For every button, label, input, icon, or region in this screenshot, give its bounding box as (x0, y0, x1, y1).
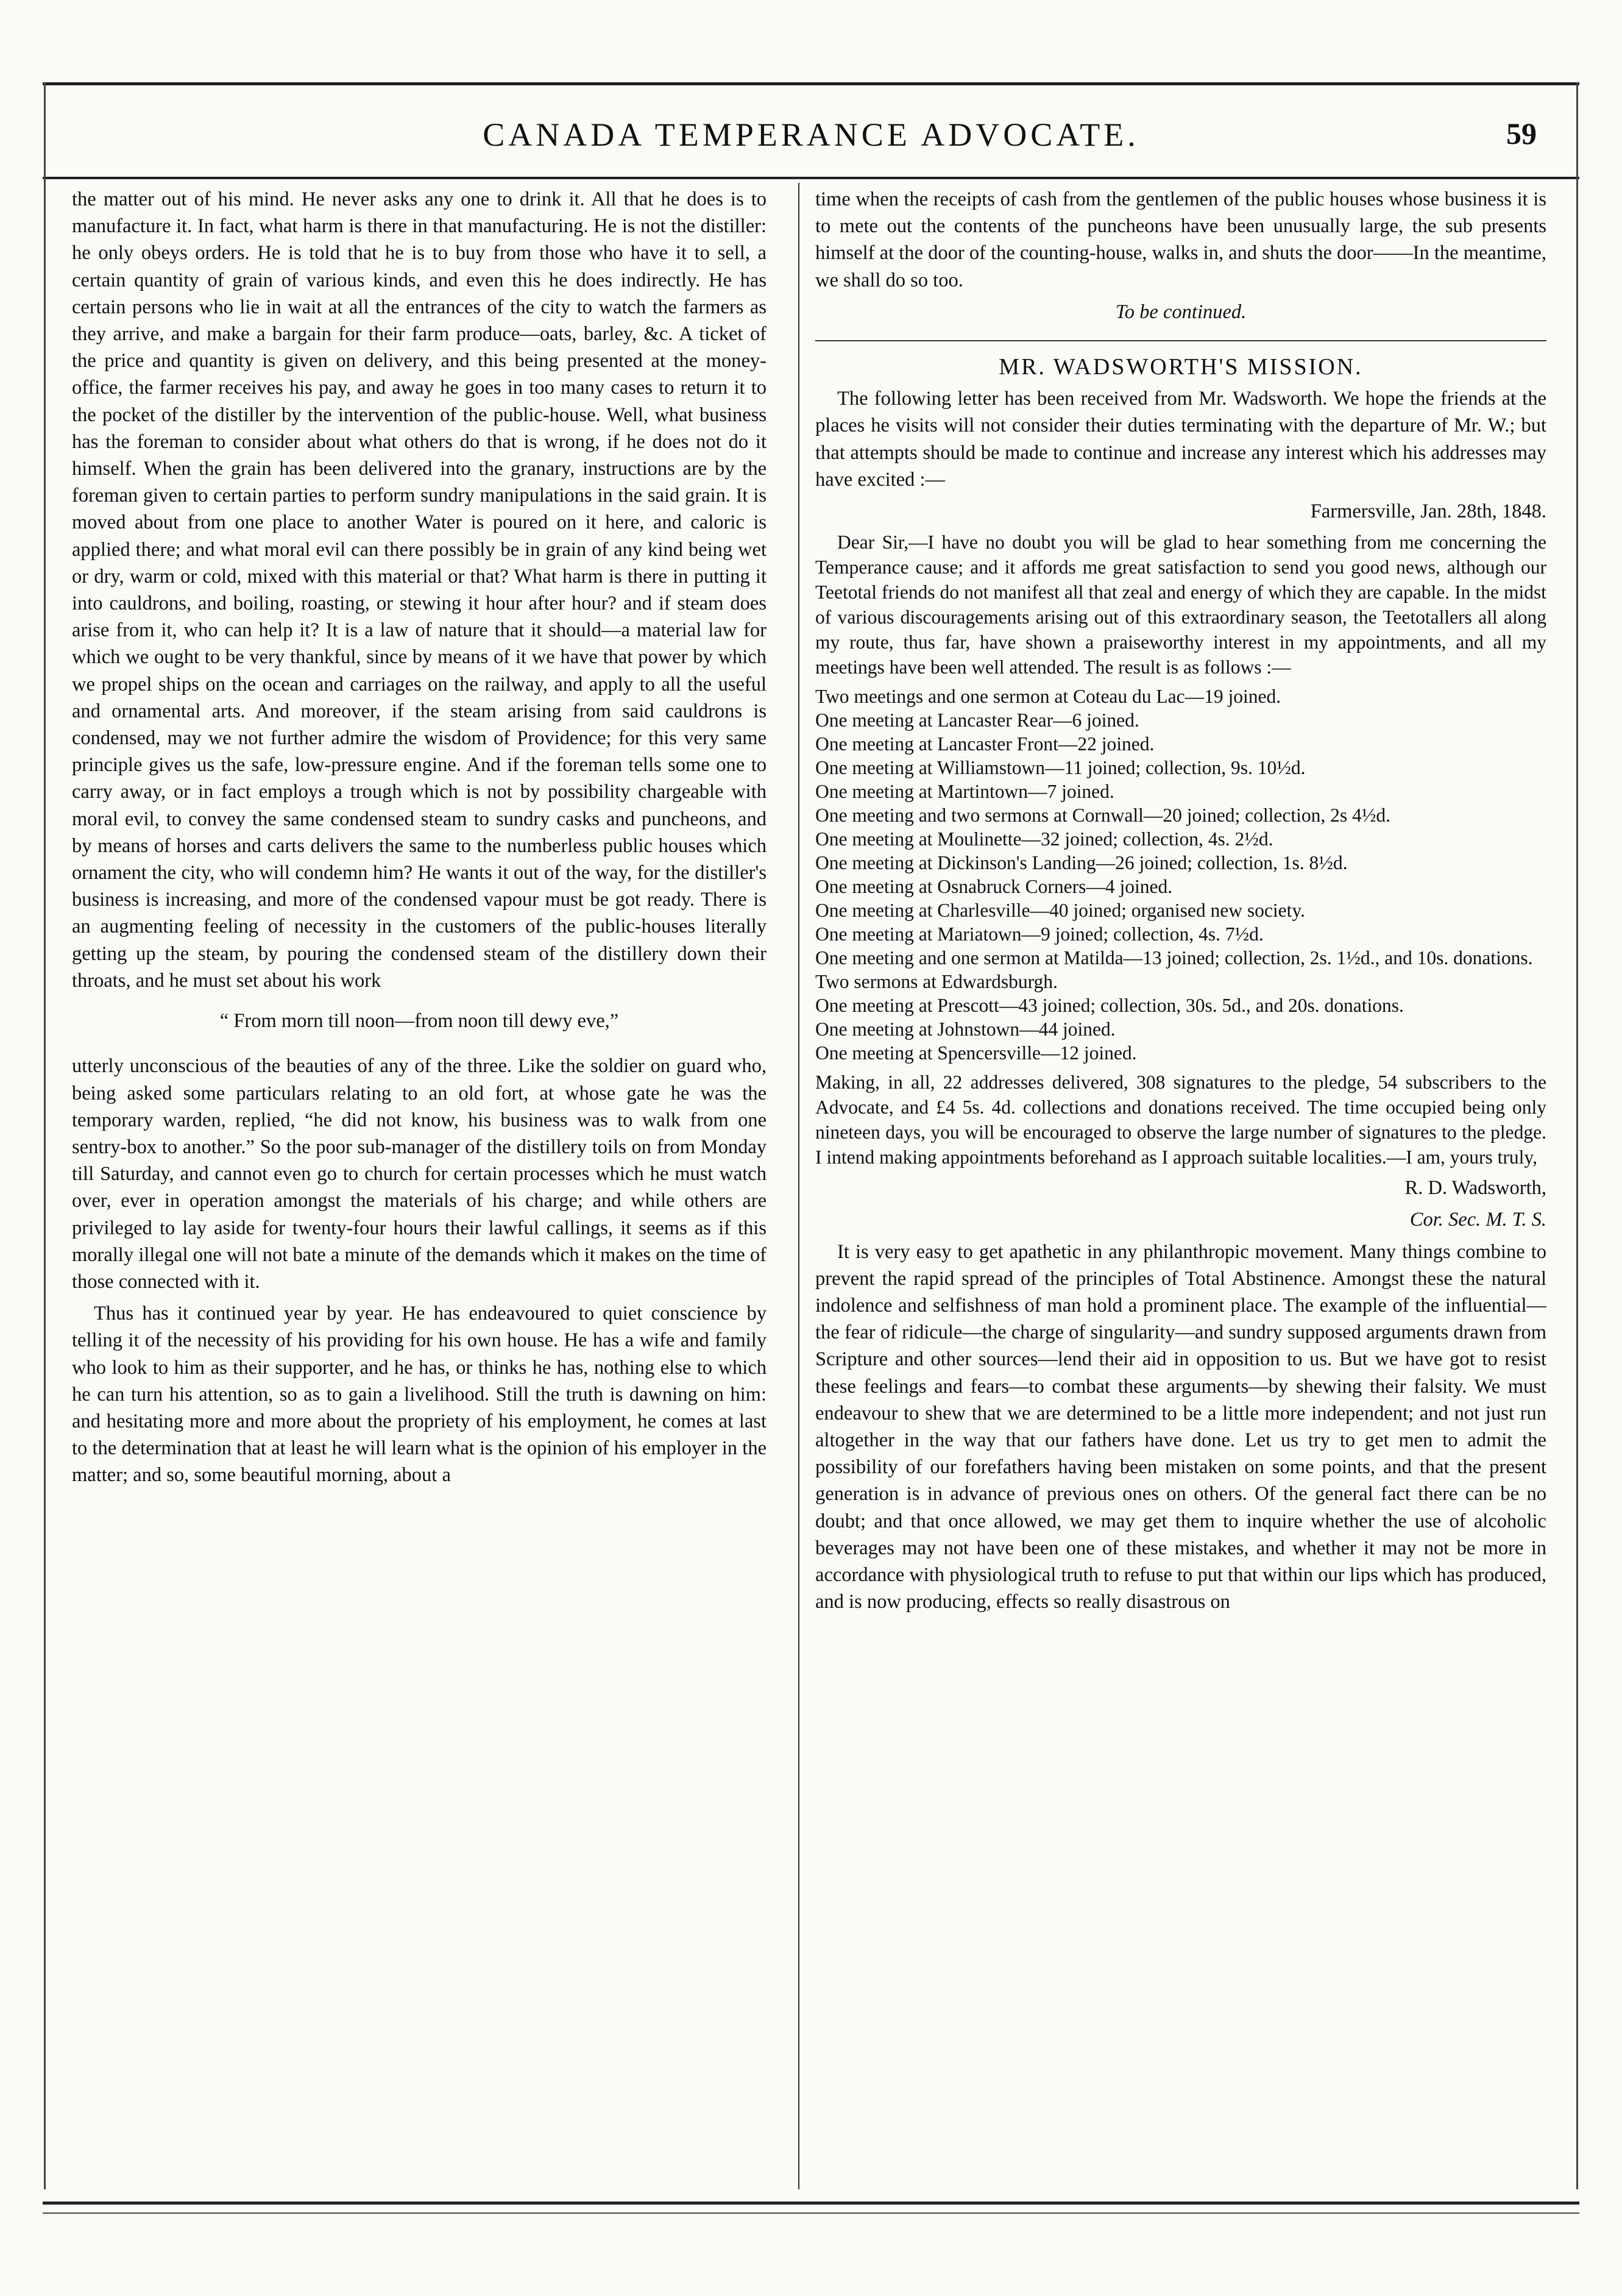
letter-dateline: Farmersville, Jan. 28th, 1848. (1310, 500, 1546, 523)
to-be-continued: To be continued. (1115, 300, 1247, 323)
list-item: One meeting at Dickinson's Landing—26 joined; collection, 1s. 8½d. (815, 852, 1348, 874)
article-paragraph: Thus has it continued year by year. He has endeavoured to quiet conscience by telling it of the necessity of his providing for his own house. He has a wife and family who look to him as their supporter, and he has, or thinks he has, nothing else to which he can turn his attention, so as to gain a livelihood. Still the truth is dawning on him: and hesitating more and more about the propriety of his employment, he comes at last to the determination that at least he will learn what is the opinion of his employer in the matter; and so, some beautiful morning, about a (72, 1303, 767, 1487)
newspaper-title: CANADA TEMPERANCE ADVOCATE. (483, 116, 1139, 153)
meetings-list (815, 684, 1546, 1065)
top-border-rule (43, 82, 1579, 85)
masthead (73, 116, 1549, 165)
column-divider (798, 183, 799, 2189)
intro-paragraph: The following letter has been received from Mr. Wadsworth. We hope the friends at the places he visits will not consider their duties terminating with the departure of Mr. W.; but that attempts should be made to continue and increase any interest which his addresses may have excited :— (815, 388, 1546, 491)
list-item: One meeting at Williamstown—11 joined; collection, 9s. 10½d. (815, 757, 1306, 779)
list-item: Two sermons at Edwardsburgh. (815, 971, 1058, 993)
section-title: MR. WADSWORTH'S MISSION. (815, 340, 1546, 380)
left-column (72, 186, 767, 2191)
right-border (1576, 82, 1578, 2189)
letter-summary: Making, in all, 22 addresses delivered, 308 signatures to the pledge, 54 subscribers to the Advocate, and £4 5s. 4d. collections and donations received. The time occupied being only nineteen days, you will be encouraged to observe the large number of signatures to the pledge. I intend making appointments beforehand as I approach suitable localities.—I am, yours truly, (815, 1072, 1546, 1168)
list-item: One meeting at Moulinette—32 joined; collection, 4s. 2½d. (815, 828, 1273, 850)
list-item: One meeting at Osnabruck Corners—4 joined. (815, 876, 1173, 898)
essay-paragraph: It is very easy to get apathetic in any philanthropic movement. Many things combine to prevent the rapid spread of the principles of Total Abstinence. Amongst these the natural indolence and selfishness of man hold a prominent place. The example of the influential—the fear of ridicule—the charge of singularity—and sundry supposed arguments drawn from Scripture and other sources—lend their aid in opposition to us. But we have got to resist these feelings and fears—to combat these arguments—by shewing their falsity. We must endeavour to shew that we are determined to be a little more independent; and not just run altogether in the way that our fathers have done. Let us try to get men to admit the possibility of our forefathers having been mistaken on some points, and that the present generation is in advance of previous ones on others. Of the general fact there can be no doubt; and that once allowed, we may get them to inquire whether the use of alcoholic beverages may not have been one of these mistakes, and whether it may not be more in accordance with physiological truth to refuse to put that within our lips which has produced, and is now producing, effects so really disastrous on (815, 1240, 1546, 1613)
list-item: One meeting and two sermons at Cornwall—20 joined; collection, 2s 4½d. (815, 805, 1390, 826)
list-item: One meeting at Martintown—7 joined. (815, 781, 1114, 803)
poem-quote: “ From morn till noon—from noon till dewy eve,” (219, 1010, 619, 1032)
list-item: One meeting at Mariatown—9 joined; collection, 4s. 7½d. (815, 923, 1264, 945)
article-paragraph: the matter out of his mind. He never asks any one to drink it. All that he does is to manufacture it. In fact, what harm is there in that manufacturing. He is not the distiller: he only obeys orders. He is told that he is to buy from those who have it to sell, a certain quantity of grain of various kinds, and even this he does indirectly. He has certain persons who lie in wait at all the entrances of the city to watch the farmers as they arrive, and make a bargain for their farm produce—oats, barley, &c. A ticket of the price and quantity is given on delivery, and this being presented at the money-office, the farmer receives his pay, and away he goes in too many cases to return it to the pocket of the distiller by the intervention of the public-house. Well, what business has the foreman to consider about what others do that is wrong, if he does not do it himself. When the grain has been delivered into the granary, instructions are by the foreman given to certain parties to perform sundry manipulations in the said grain. It is moved about from one place to another Water is poured on it here, and caloric is applied there; and what moral evil can there possibly be in grain of any kind being wet or dry, warm or cold, mixed with this material or that? What harm is there in putting it into cauldrons, and boiling, roasting, or stewing it hour after hour? and if steam does arise from it, who can help it? It is a law of nature that it should—a material law for which we ought to be very thankful, since by means of it we have that power by which we propel ships on the ocean and carriages on the railway, and apply to all the useful and ornamental arts. And moreover, if the steam arising from said cauldrons is condensed, may we not further admire the wisdom of Providence; for this very same principle gives us the safe, low-pressure engine. And if the foreman tells some one to carry away, or in fact employs a trough which is not by possibility chargeable with moral evil, to convey the same condensed steam to sundry casks and puncheons, and by means of horses and carts delivers the same to the numberless public houses which ornament the city, who will condemn him? He wants it out of the way, for the distiller's business is increasing, and more of the condensed vapour must be got ready. There is an augmenting feeling of necessity in the customers of the public-houses literally getting up the steam, by pouring the condensed steam of the distillery down their throats, and he must set about his work (72, 188, 767, 992)
list-item: One meeting and one sermon at Matilda—13 joined; collection, 2s. 1½d., and 10s. donations. (815, 947, 1533, 969)
list-item: One meeting at Lancaster Front—22 joined. (815, 733, 1155, 755)
list-item: One meeting at Prescott—43 joined; collection, 30s. 5d., and 20s. donations. (815, 995, 1404, 1017)
letter-body: Dear Sir,—I have no doubt you will be glad to hear something from me concerning the Temperance cause; and it affords me great satisfaction to send you good news, although our Teetotal friends do not manifest all that zeal and energy of which they are capable. In the midst of various discouragements arising out of this extraordinary season, the Teetotallers all along my route, thus far, have shown a praiseworthy interest in my appointments, and all my meetings have been well attended. The result is as follows :— (815, 531, 1546, 678)
signature-role: Cor. Sec. M. T. S. (1409, 1209, 1546, 1231)
list-item: Two meetings and one sermon at Coteau du Lac—19 joined. (815, 686, 1281, 708)
signature-name: R. D. Wadsworth, (1404, 1177, 1546, 1200)
right-column (815, 186, 1546, 2191)
bottom-border-rule-thin (43, 2212, 1579, 2214)
page-number: 59 (1506, 116, 1537, 151)
bottom-border-rule (43, 2202, 1579, 2205)
article-paragraph: utterly unconscious of the beauties of any of the three. Like the soldier on guard who, being asked some particulars relating to an old fort, at whose gate he was the temporary warden, replied, “he did not know, his business was to walk from one sentry-box to another.” So the poor sub-manager of the distillery toils on from Monday till Saturday, and cannot even go to church for certain processes which he must watch over, ever in operation amongst the materials of his charge; and while others are privileged to lay aside for twenty-four hours their lawful callings, it seems as if this morally illegal one will not bate a minute of the demands which it makes on the time of those connected with it. (72, 1055, 767, 1293)
article-paragraph: time when the receipts of cash from the gentlemen of the public houses whose business it is to mete out the contents of the puncheons have been unusually large, the sub presents himself at the door of the counting-house, walks in, and shuts the door——In the meantime, we shall do so too. (815, 188, 1546, 291)
list-item: One meeting at Spencersville—12 joined. (815, 1042, 1137, 1064)
list-item: One meeting at Johnstown—44 joined. (815, 1018, 1116, 1040)
list-item: One meeting at Lancaster Rear—6 joined. (815, 709, 1139, 731)
header-rule (43, 177, 1579, 179)
list-item: One meeting at Charlesville—40 joined; organised new society. (815, 900, 1305, 922)
left-border (44, 82, 46, 2189)
